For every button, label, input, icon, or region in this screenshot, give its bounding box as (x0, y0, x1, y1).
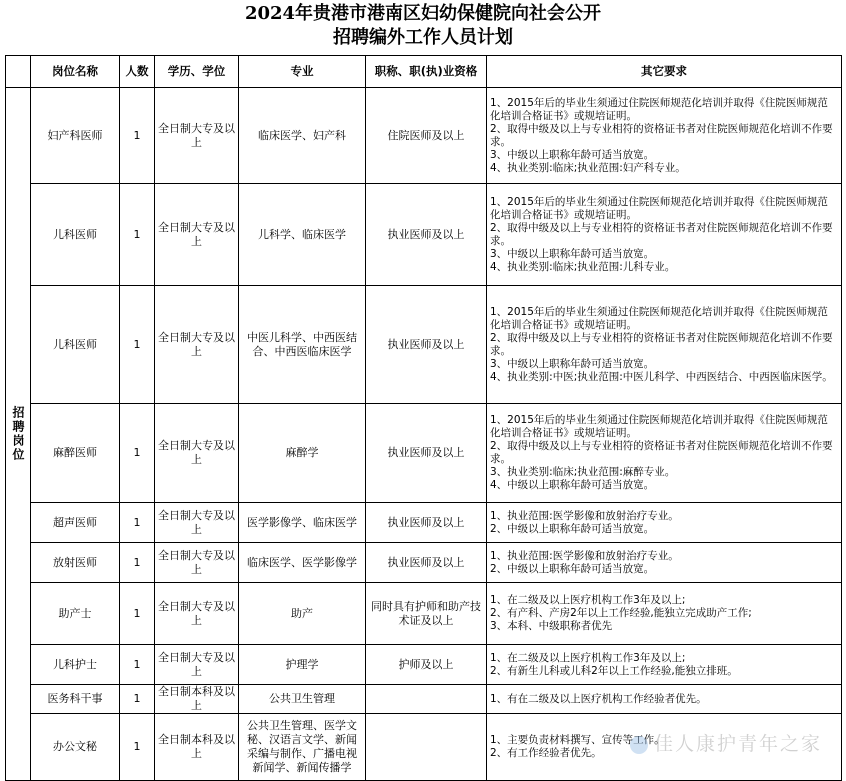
side-label-cell (6, 88, 31, 781)
requirement-item: 2、取得中级及以上与专业相符的资格证书者对住院医师规范化培训不作要求。 (490, 440, 833, 465)
major-cell: 公共卫生管理、医学文秘、汉语言文学、新闻采编与制作、广播电视新闻学、新闻传播学 (239, 714, 366, 781)
recruitment-table (5, 55, 842, 781)
major-cell: 临床医学、医学影像学 (239, 543, 366, 583)
qualification-cell (366, 714, 487, 781)
requirement-item: 3、中级以上职称年龄可适当放宽。 (490, 148, 655, 161)
qualification-cell: 执业医师及以上 (366, 184, 487, 286)
requirement-item: 1、主要负责材料撰写、宣传等工作。 (490, 734, 665, 746)
major-cell: 儿科学、临床医学 (239, 184, 366, 286)
position-cell: 儿科医师 (31, 184, 120, 286)
requirement-item: 3、中级以上职称年龄可适当放宽。 (490, 247, 655, 260)
major-cell: 助产 (239, 583, 366, 645)
requirements-cell (487, 543, 842, 583)
requirement-item: 2、有产科、产房2年以上工作经验,能独立完成助产工作; (490, 607, 752, 619)
requirement-item: 1、2015年后的毕业生须通过住院医师规范化培训并取得《住院医师规范化培训合格证书》或规培证明。 (490, 414, 828, 439)
requirement-item: 4、执业类别:临床;执业范围:妇产科专业。 (490, 161, 686, 174)
qualification-cell: 护师及以上 (366, 645, 487, 685)
education-cell: 全日制大专及以上 (155, 88, 239, 184)
requirement-item: 1、在二级及以上医疗机构工作3年及以上; (490, 594, 686, 606)
requirement-item: 4、执业类别:中医;执业范围:中医儿科学、中西医结合、中西医临床医学。 (490, 370, 833, 383)
requirements-cell (487, 286, 842, 404)
education-cell: 全日制大专及以上 (155, 503, 239, 543)
side-label: 招聘岗位 (11, 406, 25, 462)
count-cell: 1 (120, 404, 155, 503)
position-cell: 儿科护士 (31, 645, 120, 685)
qualification-cell: 执业医师及以上 (366, 543, 487, 583)
requirements-cell (487, 503, 842, 543)
qualification-cell: 同时具有护师和助产技术证及以上 (366, 583, 487, 645)
requirement-item: 1、有在二级及以上医疗机构工作经验者优先。 (490, 692, 707, 705)
count-cell: 1 (120, 685, 155, 714)
requirements-cell (487, 685, 842, 714)
requirement-item: 2、取得中级及以上与专业相符的资格证书者对住院医师规范化培训不作要求。 (490, 331, 833, 357)
count-cell: 1 (120, 645, 155, 685)
position-cell: 医务科干事 (31, 685, 120, 714)
count-cell: 1 (120, 184, 155, 286)
position-cell: 麻醉医师 (31, 404, 120, 503)
requirement-item: 2、中级以上职称年龄可适当放宽。 (490, 522, 655, 535)
header-position: 岗位名称 (31, 56, 120, 88)
requirement-item: 1、在二级及以上医疗机构工作3年及以上; (490, 651, 686, 664)
requirement-item: 2、有工作经验者优先。 (490, 747, 602, 759)
requirement-item: 2、有新生儿科或儿科2年以上工作经验,能独立排班。 (490, 664, 738, 677)
count-cell: 1 (120, 286, 155, 404)
qualification-cell: 执业医师及以上 (366, 404, 487, 503)
watermark (630, 729, 822, 756)
education-cell: 全日制本科及以上 (155, 685, 239, 714)
wechat-icon (630, 736, 648, 754)
count-cell: 1 (120, 88, 155, 184)
table-row (6, 685, 842, 714)
qualification-cell: 住院医师及以上 (366, 88, 487, 184)
major-cell: 临床医学、妇产科 (239, 88, 366, 184)
requirement-item: 2、取得中级及以上与专业相符的资格证书者对住院医师规范化培训不作要求。 (490, 122, 833, 148)
requirement-item: 1、执业范围:医学影像和放射治疗专业。 (490, 509, 679, 522)
table-row (6, 404, 842, 503)
table-row (6, 503, 842, 543)
title-line-2: 招聘编外工作人员计划 (333, 27, 513, 48)
table-row (6, 543, 842, 583)
major-cell: 中医儿科学、中西医结合、中西医临床医学 (239, 286, 366, 404)
page-title (0, 2, 846, 50)
requirements-cell (487, 583, 842, 645)
major-cell: 公共卫生管理 (239, 685, 366, 714)
position-cell: 超声医师 (31, 503, 120, 543)
major-cell: 麻醉学 (239, 404, 366, 503)
header-other: 其它要求 (487, 56, 842, 88)
table-row (6, 184, 842, 286)
education-cell: 全日制大专及以上 (155, 645, 239, 685)
requirement-item: 2、取得中级及以上与专业相符的资格证书者对住院医师规范化培训不作要求。 (490, 221, 833, 247)
header-row (6, 56, 842, 88)
requirement-item: 3、中级以上职称年龄可适当放宽。 (490, 357, 655, 370)
requirement-item: 1、2015年后的毕业生须通过住院医师规范化培训并取得《住院医师规范化培训合格证书》或规培证明。 (490, 96, 828, 122)
position-cell: 儿科医师 (31, 286, 120, 404)
header-major: 专业 (239, 56, 366, 88)
requirements-cell (487, 184, 842, 286)
position-cell: 办公文秘 (31, 714, 120, 781)
qualification-cell: 执业医师及以上 (366, 286, 487, 404)
requirement-item: 1、2015年后的毕业生须通过住院医师规范化培训并取得《住院医师规范化培训合格证书》或规培证明。 (490, 305, 828, 331)
requirement-item: 4、中级以上职称年龄可适当放宽。 (490, 479, 655, 491)
watermark-text: 佳人康护青年之家 (653, 733, 822, 755)
qualification-cell (366, 685, 487, 714)
count-cell: 1 (120, 503, 155, 543)
header-count: 人数 (120, 56, 155, 88)
education-cell: 全日制大专及以上 (155, 286, 239, 404)
requirements-cell (487, 404, 842, 503)
count-cell: 1 (120, 583, 155, 645)
position-cell: 放射医师 (31, 543, 120, 583)
table-row (6, 286, 842, 404)
education-cell: 全日制大专及以上 (155, 543, 239, 583)
title-line-1: 2024年贵港市港南区妇幼保健院向社会公开 (244, 3, 602, 24)
requirement-item: 4、执业类别:临床;执业范围:儿科专业。 (490, 260, 676, 273)
requirements-cell (487, 88, 842, 184)
position-cell: 妇产科医师 (31, 88, 120, 184)
requirement-item: 3、执业类别:临床;执业范围:麻醉专业。 (490, 466, 676, 478)
requirements-cell (487, 645, 842, 685)
major-cell: 护理学 (239, 645, 366, 685)
table-row (6, 583, 842, 645)
count-cell: 1 (120, 714, 155, 781)
header-qualification: 职称、职(执)业资格 (366, 56, 487, 88)
count-cell: 1 (120, 543, 155, 583)
position-cell: 助产士 (31, 583, 120, 645)
major-cell: 医学影像学、临床医学 (239, 503, 366, 543)
header-education: 学历、学位 (155, 56, 239, 88)
requirement-item: 1、2015年后的毕业生须通过住院医师规范化培训并取得《住院医师规范化培训合格证书》或规培证明。 (490, 195, 828, 221)
education-cell: 全日制大专及以上 (155, 404, 239, 503)
education-cell: 全日制本科及以上 (155, 714, 239, 781)
table-row (6, 88, 842, 184)
requirement-item: 1、执业范围:医学影像和放射治疗专业。 (490, 549, 679, 562)
requirement-item: 2、中级以上职称年龄可适当放宽。 (490, 562, 655, 575)
qualification-cell: 执业医师及以上 (366, 503, 487, 543)
education-cell: 全日制大专及以上 (155, 184, 239, 286)
education-cell: 全日制大专及以上 (155, 583, 239, 645)
header-blank (6, 56, 31, 88)
requirement-item: 3、本科、中级职称者优先 (490, 620, 613, 632)
table-row (6, 645, 842, 685)
